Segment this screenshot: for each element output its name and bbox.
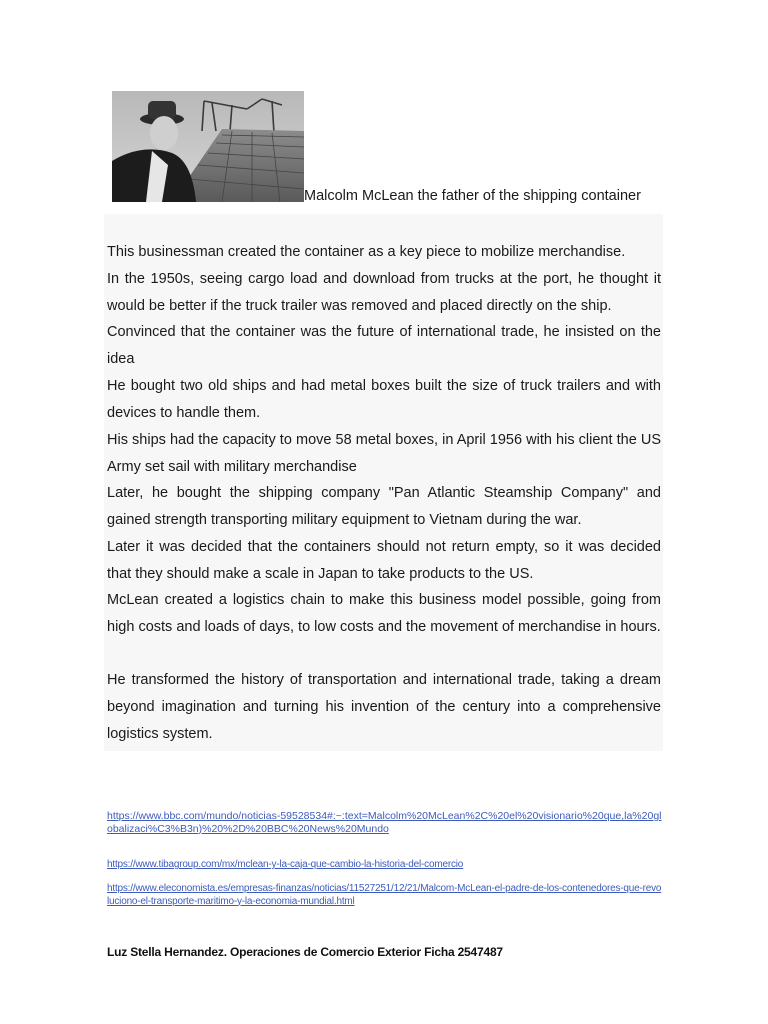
malcolm-mclean-photo — [112, 91, 304, 202]
paragraph: Later it was decided that the containers should not return empty, so it was decided that they should make a scale in Japan to take products to the US. — [107, 539, 661, 582]
reference-link-tibagroup[interactable]: https://www.tibagroup.com/mx/mclean-y-la-caja-que-cambio-la-historia-del-comercio — [107, 859, 464, 870]
author-footer: Luz Stella Hernandez. Operaciones de Comercio Exterior Ficha 2547487 — [107, 945, 503, 959]
paragraph: Convinced that the container was the future of international trade, he insisted on the idea — [107, 324, 661, 367]
paragraph: Later, he bought the shipping company "Pan Atlantic Steamship Company" and gained strength transporting military equipment to Vietnam during the war. — [107, 485, 661, 528]
paragraph: In the 1950s, seeing cargo load and download from trucks at the port, he thought it would be better if the truck trailer was removed and placed directly on the ship. — [107, 271, 661, 314]
article-body — [104, 214, 663, 751]
paragraph: His ships had the capacity to move 58 metal boxes, in April 1956 with his client the US Army set sail with military merchandise — [107, 432, 661, 475]
reference-link-eleconomista[interactable]: https://www.eleconomista.es/empresas-finanzas/noticias/11527251/12/21/Malcom-McLean-el-padre-de-los-contenedores-que-revoluciono-el-transporte-maritimo-y-la-economia-mundial.html — [107, 883, 662, 907]
paragraph: This businessman created the container as a key piece to mobilize merchandise. — [107, 244, 626, 260]
paragraph: He bought two old ships and had metal boxes built the size of truck trailers and with devices to handle them. — [107, 378, 661, 421]
photo-caption: Malcolm McLean the father of the shipping container — [304, 188, 641, 204]
reference-link-bbc[interactable]: https://www.bbc.com/mundo/noticias-59528534#:~:text=Malcolm%20McLean%2C%20el%20visionario%20que,la%20globalizaci%C3%B3n)%20%2D%20BBC%20News%20Mundo — [107, 810, 662, 835]
paragraph: He transformed the history of transportation and international trade, taking a dream beyond imagination and turning his invention of the century into a comprehensive logistics system. — [107, 672, 661, 742]
paragraph: McLean created a logistics chain to make this business model possible, going from high costs and loads of days, to low costs and the movement of merchandise in hours. — [107, 592, 661, 635]
